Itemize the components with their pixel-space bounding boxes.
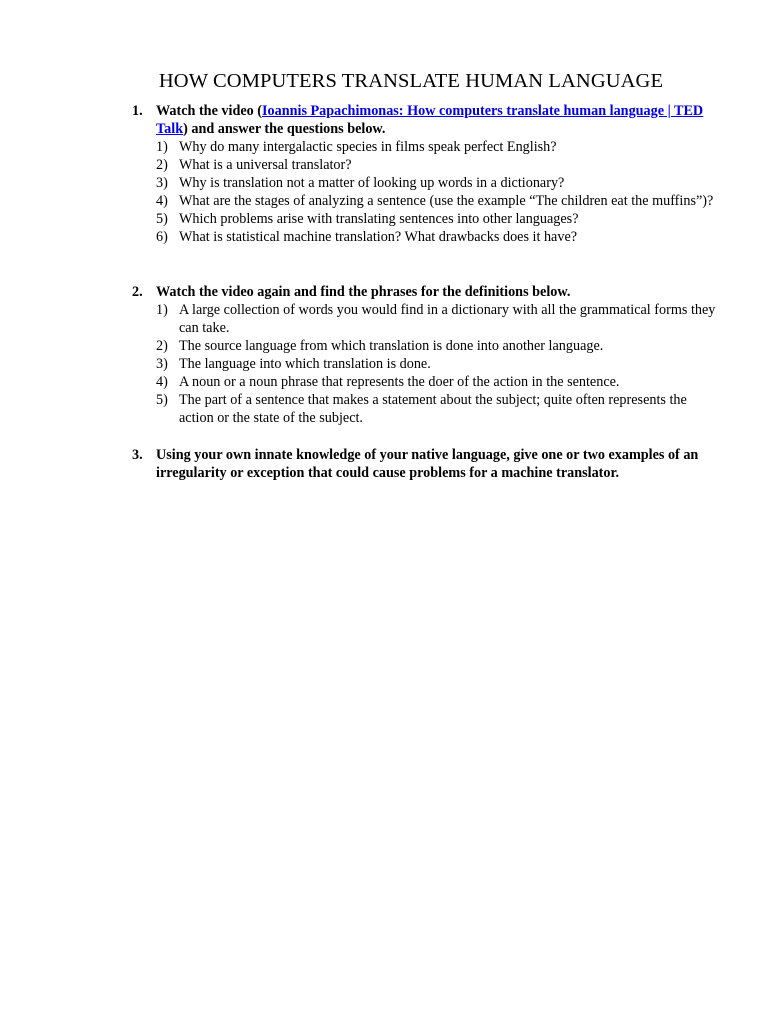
- list-item: [132, 192, 722, 210]
- section-1: [132, 102, 722, 246]
- section-1-heading: [132, 102, 722, 138]
- list-item-number: 3): [156, 175, 168, 191]
- list-item-text: The language into which translation is done.: [179, 356, 431, 372]
- section-2-number: 2.: [132, 284, 143, 300]
- section-3-number: 3.: [132, 447, 143, 463]
- list-item: [132, 355, 722, 373]
- section-3-heading-text: Using your own innate knowledge of your native language, give one or two examples of an irregularity or exception that could cause problems for a machine translator.: [156, 447, 699, 481]
- list-item-text: A large collection of words you would find in a dictionary with all the grammatical forms they can take.: [179, 302, 716, 336]
- list-item-number: 5): [156, 392, 168, 408]
- section-1-questions: [132, 138, 722, 246]
- page-title: HOW COMPUTERS TRANSLATE HUMAN LANGUAGE: [158, 70, 664, 92]
- list-item-text: Which problems arise with translating sentences into other languages?: [179, 211, 579, 227]
- list-item-text: Why do many intergalactic species in films speak perfect English?: [179, 139, 557, 155]
- list-item: [132, 391, 722, 427]
- section-1-intro-before: Watch the video (: [156, 103, 263, 119]
- ted-talk-link[interactable]: Ioannis Papachimonas: How computers translate human language | TED Talk: [156, 103, 704, 137]
- list-item-text: A noun or a noun phrase that represents the doer of the action in the sentence.: [179, 374, 620, 390]
- list-item-number: 2): [156, 157, 168, 173]
- list-item: [132, 210, 722, 228]
- list-item-number: 6): [156, 229, 168, 245]
- list-item-number: 5): [156, 211, 168, 227]
- list-item-text: What is a universal translator?: [179, 157, 352, 173]
- section-2-heading: [132, 283, 722, 301]
- section-1-intro-after: ) and answer the questions below.: [183, 121, 386, 137]
- section-1-number: 1.: [132, 103, 143, 119]
- list-item-text: What are the stages of analyzing a sentence (use the example “The children eat the muffins”)?: [179, 193, 714, 209]
- list-item: [132, 156, 722, 174]
- list-item-number: 4): [156, 374, 168, 390]
- section-3-heading: [132, 446, 722, 482]
- list-item-number: 1): [156, 302, 168, 318]
- list-item-text: The source language from which translation is done into another language.: [179, 338, 604, 354]
- list-item-text: The part of a sentence that makes a statement about the subject; quite often represents the action or the state of the subject.: [179, 392, 687, 426]
- list-item: [132, 174, 722, 192]
- section-2-definitions: [132, 301, 722, 427]
- list-item-text: What is statistical machine translation? What drawbacks does it have?: [179, 229, 578, 245]
- list-item: [132, 337, 722, 355]
- list-item-text: Why is translation not a matter of looking up words in a dictionary?: [179, 175, 565, 191]
- list-item: [132, 138, 722, 156]
- list-item: [132, 301, 722, 337]
- list-item: [132, 228, 722, 246]
- section-2-heading-text: Watch the video again and find the phrases for the definitions below.: [156, 284, 571, 300]
- section-2: [132, 283, 722, 427]
- list-item: [132, 373, 722, 391]
- list-item-number: 3): [156, 356, 168, 372]
- section-3: [132, 446, 722, 482]
- list-item-number: 2): [156, 338, 168, 354]
- list-item-number: 4): [156, 193, 168, 209]
- list-item-number: 1): [156, 139, 168, 155]
